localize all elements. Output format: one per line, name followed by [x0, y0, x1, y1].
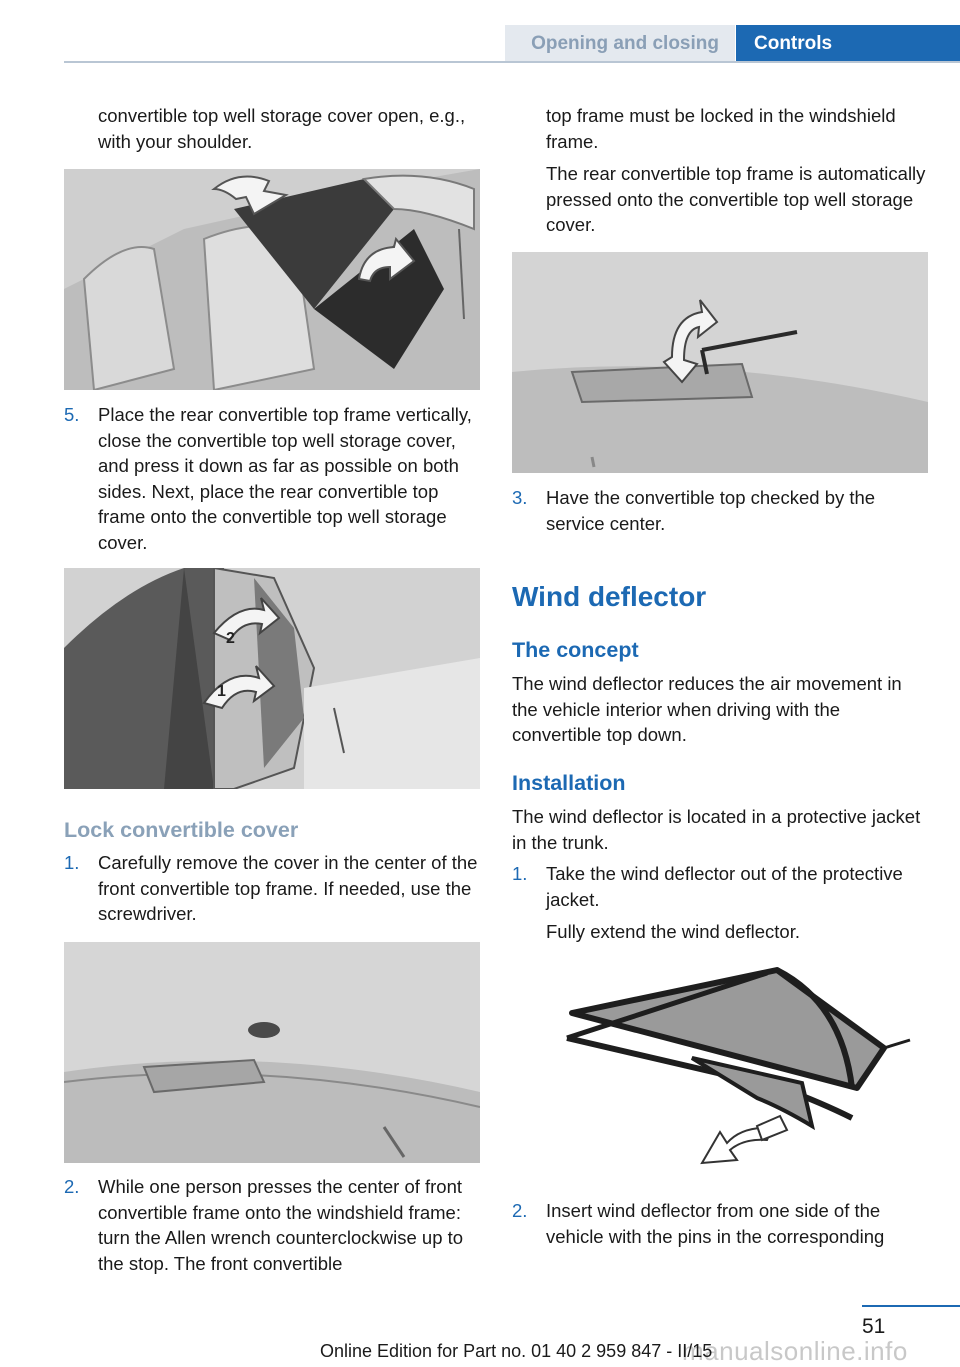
step-number: 5.: [64, 404, 80, 425]
step-number: 3.: [512, 487, 528, 508]
lock-step-2: [64, 1174, 480, 1276]
figure-wind-deflector: [512, 958, 928, 1179]
install-step-2: [512, 1198, 928, 1249]
step-text: While one person presses the center of front convertible frame onto the windshield frame: turn the Allen wrench counterclockwise up to the stop. The front convertible: [98, 1176, 464, 1274]
header-chapter-tab: [736, 25, 960, 62]
header-rule: [64, 61, 960, 63]
arrow-label-2: 2: [226, 630, 235, 647]
figure-allen-wrench: [512, 252, 928, 473]
concept-text: The wind deflector reduces the air movement in the vehicle interior when driving with the convertible top down.: [512, 673, 902, 745]
lock-step-1: [64, 850, 480, 927]
concept-body: [512, 671, 928, 748]
arrow-label-1: 1: [217, 683, 226, 700]
concept-heading: The concept: [512, 638, 639, 662]
step-text: Carefully remove the cover in the center of the front convertible top frame. If needed, use the screwdriver.: [98, 852, 478, 924]
step-text: Have the convertible top checked by the service center.: [546, 487, 876, 534]
install-step-1: [512, 861, 928, 945]
edition-info: Online Edition for Part no. 01 40 2 959 847 - II/15: [320, 1341, 713, 1361]
continued-text: top frame must be locked in the windshield frame.: [546, 105, 896, 152]
step-3: [512, 485, 928, 536]
footer-rule: [862, 1305, 960, 1307]
step-text-2: Fully extend the wind deflector.: [546, 921, 801, 942]
header-chapter-label: Controls: [754, 33, 833, 54]
header-section-label: Opening and closing: [531, 33, 719, 54]
figure-seats-cover-open: [64, 169, 480, 390]
left-intro: [64, 103, 480, 154]
figure-rear-frame-placement: [64, 568, 480, 789]
installation-body: [512, 804, 928, 855]
header-section-tab: [505, 25, 735, 62]
figure-front-frame-cover: [64, 942, 480, 1163]
step-number: 2.: [512, 1200, 528, 1221]
step-text: Take the wind deflector out of the protective jacket.: [546, 863, 903, 910]
installation-heading: Installation: [512, 771, 626, 795]
step-5: [64, 402, 480, 555]
step-number: 1.: [64, 852, 80, 873]
intro-text: convertible top well storage cover open, e.g., with your shoulder.: [98, 105, 466, 152]
installation-text: The wind deflector is located in a protective jacket in the trunk.: [512, 806, 921, 853]
auto-pressed-text: The rear convertible top frame is automatically pressed onto the convertible top well storage cover.: [546, 163, 926, 235]
step-text: Insert wind deflector from one side of the vehicle with the pins in the corresponding: [546, 1200, 885, 1247]
right-continued: [512, 103, 928, 238]
step-number: 1.: [512, 863, 528, 884]
lock-cover-heading: Lock convertible cover: [64, 818, 299, 842]
watermark: manualsonline.info: [682, 1336, 908, 1366]
step-text: Place the rear convertible top frame vertically, close the convertible top well storage cover, and press it down as far as possible on both sides. Next, place the rear convertible top frame onto the convertible top well storage cover.: [98, 404, 472, 553]
wind-deflector-heading: Wind deflector: [512, 581, 707, 612]
page-number: 51: [862, 1315, 886, 1338]
step-number: 2.: [64, 1176, 80, 1197]
